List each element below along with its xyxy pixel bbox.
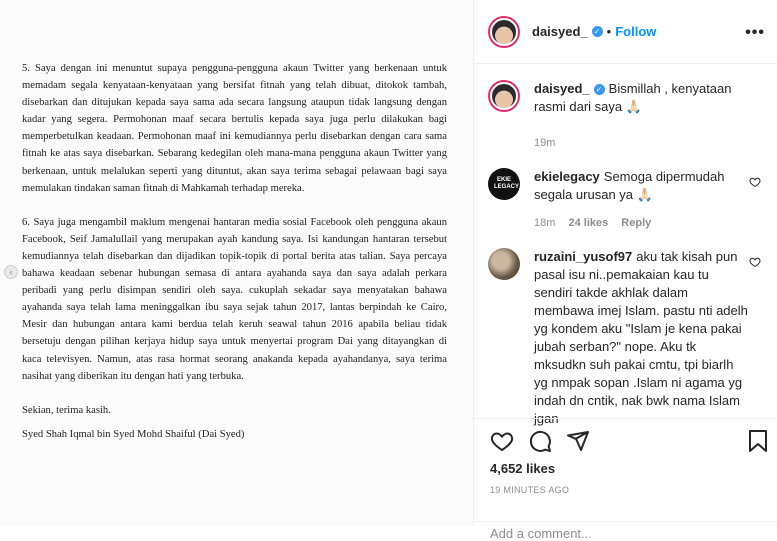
avatar-logo-text: EKIE LEGACY <box>494 177 520 190</box>
heart-icon[interactable] <box>490 429 514 453</box>
comment-username[interactable]: daisyed_ <box>534 81 590 96</box>
comment-icon[interactable] <box>528 429 552 453</box>
post-actions <box>474 418 777 541</box>
avatar[interactable] <box>488 80 520 112</box>
comment-time: 19m <box>534 137 556 149</box>
likes-count[interactable]: 4,652 likes <box>490 461 556 476</box>
caption <box>488 80 763 152</box>
comment-username[interactable]: ruzaini_yusof97 <box>534 249 633 264</box>
statement-paragraph-5: 5. Saya dengan ini menuntut supaya pengguna-pengguna akaun Twitter yang berkenaan untuk memadam segala kenyataan-kenyataan yang bersifat fitnah yang telah dibuat, ditokok tambah, disebarkan dan ditujukan kepada saya sama ada secara langsung ataupun tidak langsung dengan kadar yang segera. Permohonan maaf secara bertulis kepada saya juga perlu dilakukan bagi memperbetulkan keadaan. Permohonan maaf ini kemudiannya perlu disebarkan dengan cara sama fitnah ke atas saya disebarkan. Sebarang kedegilan oleh mana-mana pengguna akaun Twitter yang berkenaan, untuk melalukan seperti yang dituntut, akan saya terima sebagai pelawaan bagi saya memulakan tindakan saman fitnah di Mahkamah terhadap mereka. <box>22 63 447 194</box>
statement-signature: Syed Shah Iqmal bin Syed Mohd Shaiful (Dai Syed) <box>22 428 245 440</box>
comment-text: Bismillah , kenyataan rasmi dari saya 🙏🏻 <box>534 81 732 114</box>
comment-time: 18m <box>534 217 556 229</box>
separator: • <box>606 24 612 39</box>
comment-text: Semoga dipermudah segala urusan ya 🙏🏻 <box>534 169 725 202</box>
comment-text: aku tak kisah pun pasal isu ni..pemakaian kau tu sendiri takde akhlak dalam membawa imej Islam. pastu nti adelh yg kondem aku "Islam je kena pakai jubah serban?" nope. Aku tk mksudkn suh pakai cmtu, tpi biarlh yg nmpak sopan .Islam ni agama yg indah dn cntik, nak bwk nama Islam jgan <box>534 249 748 426</box>
header-username[interactable]: daisyed_ <box>532 24 588 39</box>
statement-paragraph-6: 6. Saya juga mengambil maklum mengenai hantaran media sosial Facebook oleh pengguna akaun Facebook, Seif Jamalullail yang merupakan ayah kandung saya. Isi kandungan hantaran tersebut kemudiannya telah disebarkan dan dijadikan topik-topik di portal berita atas talian. Saya percaya bahawa keadaan sebenar hubungan semasa di antara ayahanda saya dan saya adalah perkara peribadi yang perlu disimpan sendiri oleh saya. cukuplah sekadar saya menyatakan bahawa ayahanda saya telah lama meninggalkan ibu saya sejak tahun 2017, lantas berpindah ke Cairo, Mesir dan hubungan antara kami berdua telah keruh seawal tahun 2016 apabila beliau tidak bersetuju dengan pilihan kerjaya hidup saya untuk menyertai program Dai yang ditayangkan di kaca televisyen. Namun, atas rasa hormat seorang anakanda kepada ayahandanya, saya terima nasihat yang diberikan itu dengan hati yang terbuka. <box>22 216 447 382</box>
share-icon[interactable] <box>566 429 590 453</box>
chevron-left-icon: ‹ <box>9 267 13 277</box>
post-sidebar <box>474 0 777 541</box>
comments-list[interactable] <box>474 64 777 426</box>
avatar[interactable] <box>488 168 520 200</box>
bookmark-icon[interactable] <box>747 429 769 453</box>
list-item <box>488 168 763 232</box>
list-item <box>488 248 763 428</box>
statement-closing: Sekian, terima kasih. <box>22 404 111 416</box>
post-time: 19 MINUTES AGO <box>490 485 570 495</box>
comment-username[interactable]: ekielegacy <box>534 169 600 184</box>
avatar[interactable] <box>488 248 520 280</box>
post-header <box>474 0 777 64</box>
follow-button[interactable]: Follow <box>615 24 657 39</box>
verified-icon: ✓ <box>592 26 603 37</box>
carousel-prev-button[interactable] <box>4 265 18 279</box>
heart-icon[interactable] <box>749 176 761 188</box>
add-comment-input[interactable]: Add a comment... <box>474 521 777 541</box>
statement-document <box>22 60 447 443</box>
comment-likes[interactable]: 24 likes <box>568 217 609 229</box>
heart-icon[interactable] <box>749 256 761 268</box>
reply-button[interactable]: Reply <box>621 217 652 229</box>
avatar[interactable] <box>488 16 520 48</box>
more-options-icon[interactable]: ••• <box>745 24 765 41</box>
verified-icon: ✓ <box>594 84 605 95</box>
